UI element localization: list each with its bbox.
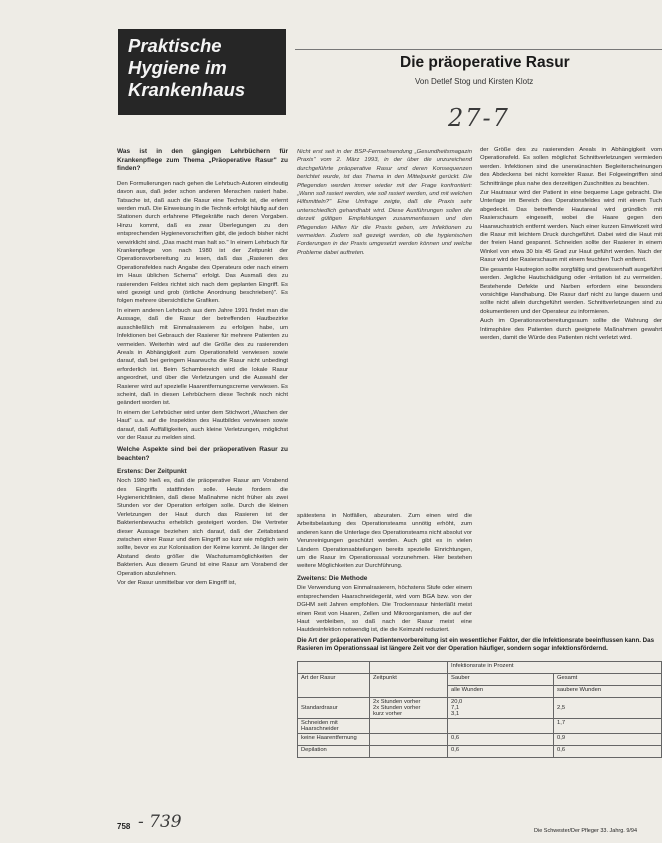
section-heading: Erstens: Der Zeitpunkt [117,467,187,475]
table-cell: 0,6 [554,746,662,758]
table-header: Sauber [448,674,554,686]
table-row [298,734,662,746]
table-header: Art der Rasur [298,674,370,698]
table-cell: 0,6 [448,734,554,746]
paragraph: der Größe des zu rasierenden Areals in Abhängigkeit vom Operationsfeld. Es sollen möglichst Schnittverletzungen vermieden werden. Infektionen sind die unerwünschten Begleiterscheinungen des Abdeckens bei nicht korrekter Rasur. Bei Folgeeingriffen sind Schnittränge plus nahe des derzeitigen Zuschnittes zu beachten. [480,147,662,187]
paragraph: In einem anderen Lehrbuch aus dem Jahre 1991 findet man die Aussage, daß die Rasur der betreffenden Hautbezirke ausschließlich mit Einmalrasierern zu erfolgen habe, um Infektionen bei Gebrauch der Rasierer für mehrere Patienten zu vermeiden. Weiterhin wird auf die Größe des zu rasierenden Areals in Abhängigkeit zum Operationsfeld verwiesen sowie darauf, daß bei geringem Haarwuchs die Rasur nicht unbedingt erforderlich ist. Beim Schambereich wird die lokale Rasur angeordnet, und über die Verletzungen und die Auswahl der Rasierer wird auf spezielle Haarentfernungscreme verwiesen. Es scheint, daß in diesen Lehrbüchern diese Technik noch nicht geändert worden ist. [117,307,288,407]
column-2-body [297,512,472,634]
section-heading: Zweitens: Die Methode [297,574,368,582]
table-cell: keine Haarentfernung [298,734,370,746]
table-cell [448,719,554,734]
paragraph: Die gesamte Hautregion sollte sorgfältig und gewissenhaft ausgeführt werden. Jegliche Hautschädigung oder -irritation ist zu vermeiden. Bestehende Defekte und Narben erfordern eine besonders vorsichtige Handhabung. Die Rasur darf nicht zu lange dauern und sollte nicht allein durchgeführt werden. Schnittverletzungen sind zu dokumentieren und der Operateur zu informieren. [480,266,662,315]
table-cell: 2x Stunden vorher 2x Stunden vorher kurz vorher [370,698,448,719]
article-title: Die präoperative Rasur [400,54,570,71]
paragraph: Zur Hautrasur wird der Patient in eine bequeme Lage gebracht. Die Unterlage im Bereich des Operationsfeldes wird mit einem Tuch abgedeckt. Das betreffende Hautareal wird gründlich mit Rasierschaum eingeseift, wobei die Haare gegen den Haarwuchsstrich entfernt werden. Nach einer kurzen Einwirkzeit wird die Rasur mit leichtem Druck durchgeführt. Dabei wird die Haut mit der freien Hand gespannt. Schneiden sollte der Rasierer in einem Winkel von etwa 30 bis 45 Grad zur Haut geführt werden. Nach der Rasur wird der Rasierschaum mit einem feuchten Tuch entfernt. [480,190,662,264]
table-cell: 1,7 [554,719,662,734]
handwritten-note: 27-7 [448,104,510,132]
table-caption: Die Art der präoperativen Patientenvorbereitung ist ein wesentlicher Faktor, der die Infektionsrate beeinflussen kann. Das Rasieren im Operationssaal ist längere Zeit vor der Operation häufiger, sondern sogar infektionsfördernd. [297,637,655,653]
paragraph: Vor der Rasur unmittelbar vor dem Eingriff ist, [117,580,237,587]
table-cell: Schneiden mit Haarschneider [298,719,370,734]
infection-rate-table [297,661,662,801]
paragraph: Die Verwendung von Einmalrasierern, höchstens Stufe oder einem entsprechenden Haarschneidegerät, wird vom BGA bzw. von der DGHM seit Jahren empfohlen. Die Trockenrasur hinterläßt meist einen Rest von Haaren, Zellen und Mikroorganismen, die auf der Haut verbleiben, so daß nach der Rasur meist eine Hautdesinfektion notwendig ist, die die Keimzahl reduziert. [297,585,472,634]
handwritten-page-number: - 739 [138,812,182,832]
table-cell [370,734,448,746]
table-subheader: alle Wunden [448,686,554,698]
paragraph: Auch im Operationsvorbereitungsraum sollte die Wahrung der Intimsphäre des Patienten durch geeignete Maßnahmen gewahrt werden, damit die Würde des Patienten nicht verletzt wird. [480,318,662,341]
paragraph: spätestens in Notfällen, abzuraten. Zum einen wird die Arbeitsbelastung des Operationsteams unnötig erhöht, zum anderen kann die Unterlage des Operationsteams nicht absolut vor Verunreinigungen geschützt werden. Auch gibt es in vielen Ländern Operationsabteilungen bereits spezielle Einrichtungen, um die Rasur im Operationssaal vorzunehmen. Hier bestehen weitere Möglichkeiten zur Durchführung. [297,513,472,570]
banner-line: Praktische [128,35,222,56]
paragraph: Den Formulierungen nach gehen die Lehrbuch-Autoren eindeutig davon aus, daß jeder schon anderen Menschen rasiert habe. Tatsache ist, daß auch die Rasur eine Technik ist, die erlernt werden muß. Die Einweisung in die Technik erfolgt häufig auf den Stationen durch erfahrene Pflegekräfte nach deren Vorgaben. Hinzu kommt, daß es zwar Überlegungen zu den entsprechenden Hygienevorschriften gibt, die jedoch bisher nicht verwirklicht sind. „Das macht man halt so." In einem Lehrbuch für Krankenpflege von nach 1980 ist der Zeitpunkt der Operationsvorbereitung zu lesen, daß das „Rasieren des Operationsfeldes nach Angabe des Operateurs oder nach einem im Haus üblichen Schema" erfolgt. Das Ausmaß des zu rasierenden Feldes richtet sich nach dem geplanten Eingriff. Es wird gezeigt und grob (örtliche Anordnung beschrieben)". Es folgen mehrere übersichtliche Grafiken. [117,180,288,305]
page-number: 758 [117,822,131,831]
table-header-group: Infektionsrate in Prozent [448,662,662,674]
table-header: Zeitpunkt [370,674,448,698]
table-header: Gesamt [554,674,662,686]
banner-line: Hygiene im [128,57,227,78]
table-cell [370,746,448,758]
question-heading: Was ist in den gängigen Lehrbüchern für Krankenpflege zum Thema „Präoperative Rasur" zu finden? [117,148,288,173]
paragraph: In einem der Lehrbücher wird unter dem Stichwort „Waschen der Haut“ u.a. auf die Inspektion des Hautbildes verwiesen sowie darauf, daß Auffälligkeiten, auch kleine Verletzungen, möglichst vor der Rasur zu melden sind. [117,409,288,441]
table-cell: 20,0 7,1 3,1 [448,698,554,719]
table-cell: Standardrasur [298,698,370,719]
column-2-intro [297,148,472,508]
table-cell: 2,5 [554,698,662,719]
banner-line: Krankenhaus [128,79,246,100]
section-heading: Welche Aspekte sind bei der präoperativen Rasur zu beachten? [117,446,288,462]
column-1 [117,148,288,838]
table-cell: Depilation [298,746,370,758]
journal-footer: Die Schwester/Der Pfleger 33. Jahrg. 9/94 [534,828,638,834]
table-cell: 0,6 [448,746,554,758]
table-row [298,746,662,758]
table-cell: 0,9 [554,734,662,746]
paragraph: Noch 1980 hieß es, daß die präoperative Rasur am Vorabend des Eingriffs stattfinden solle. Heute fordern die Hygienerichtlinien, daß diese Maßnahme nicht früher als zwei Stunden vor der Operation erfolgen solle. Durch die kleinen Verletzungen der Haut durch das Rasieren ist der Bakterienbewuchs erheblich gesteigert worden. Die Vertreter dieser Aussage beziehen sich darauf, daß der Zeitabstand zwischen einer Rasur und dem Eingriff so kurz wie möglich sein sollte, bevor es zur Kolonisation der Keime kommt. Je länger der Abstand desto größer die Wachstumsmöglichkeiten der Bakterien. Aus diesem Grund ist eine Rasur am Vorabend der Operation abzulehnen. [117,478,288,577]
intro-paragraph: Nicht erst seit in der BSP-Fernsehsendung „Gesundheitsmagazin Praxis" vom 2. März 1993, in der über die unzureichend durchgeführte präoperative Rasur und deren Konsequenzen berichtet wurde, ist das Thema in den Mittelpunkt gerückt. Die Pflegenden werden immer wieder mit der Frage konfrontiert: „Wann soll rasiert werden, wie soll rasiert werden, und mit welchen Hilfsmitteln?" Eine Umfrage zeigte, daß die Praxis sehr unterschiedlich gehandhabt wird. Diese Ausführungen sollen die derzeit gültigen Empfehlungen zusammenfassen und den Pflegenden Hilfen für die Praxis geben, um Infektionen zu vermeiden. Zudem soll gezeigt werden, ob die hygienischen Forderungen in der Praxis umgesetzt werden können und welche Probleme dabei auftreten. [297,149,472,256]
table-cell [370,719,448,734]
article-authors: Von Detlef Stog und Kirsten Klotz [415,77,534,86]
table-row [298,719,662,734]
table-subheader: saubere Wunden [554,686,662,698]
title-rule [295,49,662,50]
column-3 [480,146,662,630]
table-row [298,698,662,719]
series-banner [118,29,286,115]
